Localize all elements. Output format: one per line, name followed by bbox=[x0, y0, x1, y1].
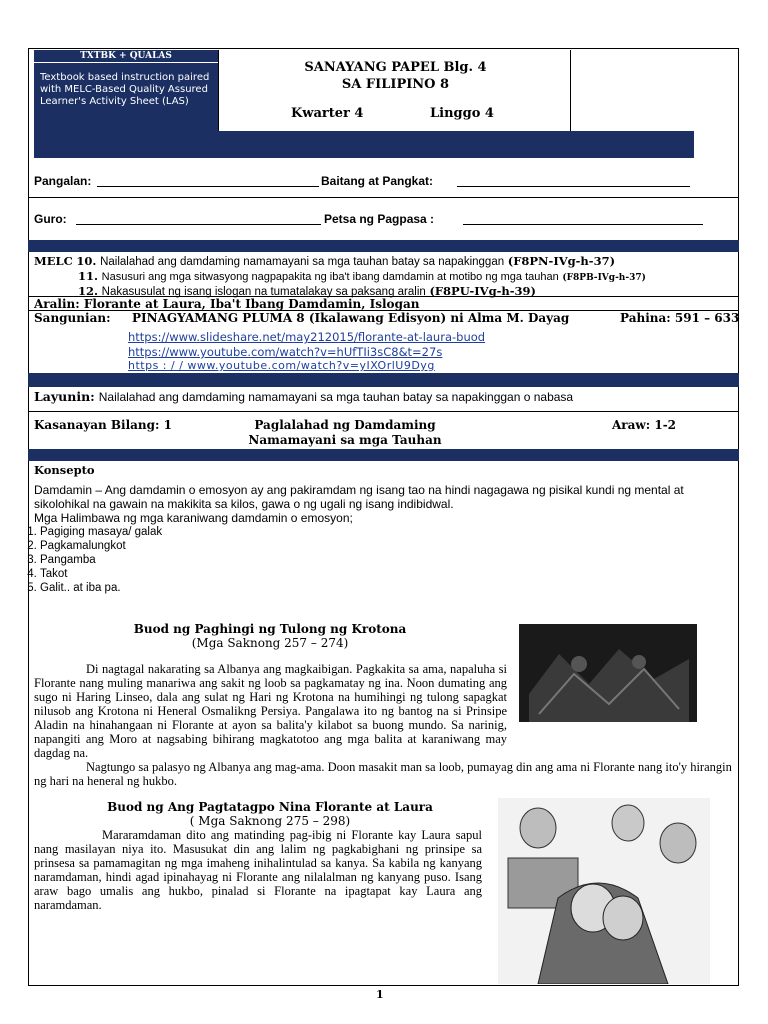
araw-label: Araw: 1-2 bbox=[612, 418, 677, 432]
list-item: 5. Galit.. at iba pa. bbox=[40, 581, 162, 595]
petsa-label: Petsa ng Pagpasa : bbox=[324, 212, 435, 226]
txtbk-qualas-badge bbox=[34, 50, 218, 131]
melc-num: 12. bbox=[78, 284, 99, 298]
section-bar bbox=[28, 240, 739, 252]
section1-paragraph: Nagtungo sa palasyo ng Albanya ang mag-ama. Doon masakit man sa loob, pumayag din ang ama ni Florante nang ito'y hirangin ng hari na heneral ng hukbo. bbox=[34, 760, 732, 788]
melc-text: Nasusuri ang mga sitwasyong nagpapakita ng iba't ibang damdamin at motibo ng mga tauhan bbox=[101, 271, 559, 283]
melc-code: (F8PN-IVg-h-37) bbox=[507, 254, 616, 268]
kasanayan-label: Kasanayan Bilang: 1 bbox=[34, 418, 172, 432]
list-item: 4. Takot bbox=[40, 567, 162, 581]
list-item: 1. Pagiging masaya/ galak bbox=[40, 525, 162, 539]
section2-title: Buod ng Ang Pagtatagpo Nina Florante at Laura bbox=[107, 800, 433, 814]
aralin: Aralin: Florante at Laura, Iba't Ibang Damdamin, Islogan bbox=[34, 297, 420, 311]
page-number: 1 bbox=[376, 988, 384, 1001]
badge-description: Textbook based instruction paired with MELC-Based Quality Assured Learner's Activity Sheet (LAS) bbox=[40, 72, 210, 107]
section1-subtitle: (Mga Saknong 257 – 274) bbox=[191, 636, 349, 650]
pangalan-line[interactable] bbox=[97, 186, 319, 187]
link-slideshare[interactable]: https://www.slideshare.net/may212015/florante-at-laura-buod bbox=[128, 330, 486, 344]
divider bbox=[28, 411, 739, 412]
sanggunian-book: PINAGYAMANG PLUMA 8 (Ikalawang Edisyon) ni Alma M. Dayag bbox=[132, 311, 570, 325]
examples-intro: Mga Halimbawa ng mga karaniwang damdamin o emosyon; bbox=[34, 511, 353, 525]
link-youtube-1[interactable]: https://www.youtube.com/watch?v=hUfTIi3sC8&t=27s bbox=[128, 345, 443, 359]
section1-paragraph: Di nagtagal nakarating sa Albanya ang magkaibigan. Pagkakita sa ama, napaluha si Florante nang muling manariwa ang sakit ng loob sa pagkamatay ng ina. Noon dumating ang sugo ni Haring Linseo, dala ang sulat ng Hari ng Krotona na humihingi ng tulong sapagkat nilusob ang Krotona ni Heneral Osmalikng Persiya. Pangalawa ito ng bantog na si Prinsipe Aladin na hinahangaan ni Florante at ayon sa balita'y kilabot sa buong mundo. Sa narinig, napangiti ang Moro at nagsabing bihirang magkatotoo ang mga balita at karaniwang may dagdag na. bbox=[34, 662, 507, 760]
melc-code: (F8PB-IVg-h-37) bbox=[562, 273, 646, 283]
section1-title: Buod ng Paghingi ng Tulong ng Krotona bbox=[133, 622, 407, 636]
konsepto-heading: Konsepto bbox=[34, 463, 95, 477]
layunin bbox=[34, 389, 573, 404]
kasanayan-title-line: Paglalahad ng Damdaming bbox=[254, 418, 436, 432]
guro-label: Guro: bbox=[34, 212, 67, 226]
badge-tag: TXTBK + QUALAS bbox=[34, 50, 218, 63]
list-item: 3. Pangamba bbox=[40, 553, 162, 567]
list-item: 2. Pagkamalungkot bbox=[40, 539, 162, 553]
melc-text: Nakasusulat ng isang islogan na tumatalakay sa paksang aralin bbox=[101, 286, 426, 298]
section-bar bbox=[28, 449, 739, 461]
examples-list bbox=[22, 525, 162, 595]
kwarter-label: Kwarter 4 bbox=[291, 106, 364, 121]
section2-subtitle: ( Mga Saknong 275 – 298) bbox=[189, 814, 351, 828]
layunin-label: Layunin: bbox=[34, 389, 95, 404]
section1-heading bbox=[100, 622, 440, 650]
melc-code: (F8PU-IVg-h-39) bbox=[429, 284, 537, 298]
header-bar bbox=[34, 131, 694, 158]
baitang-line[interactable] bbox=[457, 186, 690, 187]
paper-subject: SA FILIPINO 8 bbox=[341, 77, 450, 92]
melc-item bbox=[34, 269, 734, 284]
pangalan-label: Pangalan: bbox=[34, 174, 92, 188]
kasanayan-title bbox=[240, 418, 450, 448]
melc-label: MELC bbox=[34, 254, 73, 268]
sanggunian-label: Sangunian: bbox=[34, 311, 111, 325]
linggo-label: Linggo 4 bbox=[430, 106, 494, 121]
title-box bbox=[218, 50, 571, 131]
link-youtube-2[interactable]: https : / / www.youtube.com/watch?v=yIXOrlU9Dyg bbox=[128, 359, 435, 372]
kasanayan-title-line: Namamayani sa mga Tauhan bbox=[248, 433, 442, 447]
petsa-line[interactable] bbox=[463, 224, 703, 225]
illustration-florante-laura bbox=[498, 798, 710, 984]
melc-num: 10. bbox=[76, 254, 97, 268]
melc-num: 11. bbox=[78, 269, 99, 283]
section-bar bbox=[28, 373, 739, 387]
divider bbox=[28, 197, 739, 198]
sanggunian-pahina: Pahina: 591 – 633 bbox=[620, 311, 740, 325]
section2-paragraph: Mararamdaman dito ang matinding pag-ibig ni Florante kay Laura sapul nang masilayan niya ito. Masusukat din ang lalim ng pagkabighani ng prinsipe sa prinsesa sa pamamagitan ng mga imaheng inihalintulad sa kanya. Sa kabila ng kanyang naramdaman, hindi agad ipinahayag ni Florante ang nilalalman ng kanyang puso. Isang araw bago umalis ang hukbo, pinalad si Florante na ipagtapat kay Laura ang naramdaman. bbox=[34, 828, 482, 912]
melc-text: Nailalahad ang damdaming namamayani sa mga tauhan batay sa napakinggan bbox=[100, 256, 505, 268]
melc-item bbox=[34, 254, 734, 269]
illustration-battle bbox=[519, 624, 697, 722]
baitang-label: Baitang at Pangkat: bbox=[321, 174, 434, 188]
konsepto-definition: Damdamin – Ang damdamin o emosyon ay ang pakiramdam ng isang tao na hindi nagagawa ng pisikal kundi ng mental at sikolohikal na gawain na makikita sa kilos, gawa o ng ugali ng isang indibidwal. bbox=[34, 483, 684, 511]
section2-heading bbox=[100, 800, 440, 828]
layunin-text: Nailalahad ang damdaming namamayani sa mga tauhan batay sa napakinggan o nabasa bbox=[98, 390, 574, 404]
melc-block bbox=[34, 254, 734, 299]
guro-line[interactable] bbox=[76, 224, 321, 225]
paper-title: SANAYANG PAPEL Blg. 4 bbox=[304, 60, 487, 75]
